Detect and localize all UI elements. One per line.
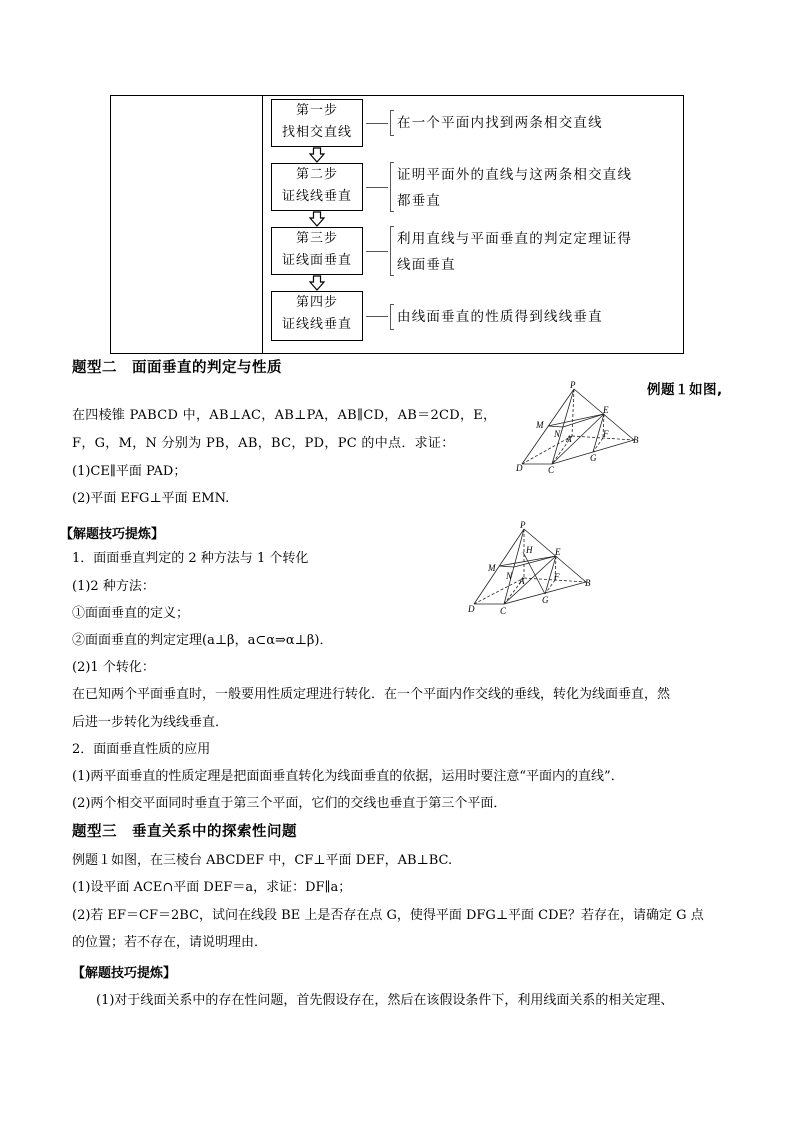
connector-line (366, 187, 388, 188)
vertex-label: C (548, 465, 555, 475)
vertex-label: N (554, 429, 561, 439)
vertex-label: D (468, 604, 475, 614)
tips-line: 2．面面垂直性质的应用 (72, 742, 211, 757)
pyramid-figure-2 (462, 520, 597, 618)
tips-line: (1)两平面垂直的性质定理是把面面垂直转化为线面垂直的依据，运用时要注意“平面内的直线”． (72, 769, 624, 784)
step-desc-2 (397, 162, 632, 214)
problem-line: 的位置；若不存在，请说明理由． (72, 935, 268, 950)
step-desc-3 (397, 226, 632, 278)
pyramid-figure-1 (512, 380, 647, 478)
bracket (390, 226, 394, 276)
tips-line: (1)对于线面关系中的存在性问题，首先假设存在，然后在该假设条件下，利用线面关系的相关定理、 (96, 993, 674, 1008)
tips-line: ②面面垂直的判定定理(a⊥β，a⊂α⇒α⊥β)． (72, 633, 333, 648)
down-arrow-icon (309, 275, 325, 291)
tips-label: 【解题技巧提炼】 (72, 966, 177, 981)
step-title: 第二步 (295, 167, 338, 182)
connector-line (366, 123, 388, 124)
step-desc-line: 由线面垂直的性质得到线线垂直 (397, 309, 603, 325)
step-subtitle: 证线线垂直 (281, 317, 352, 332)
step-subtitle: 证线面垂直 (281, 253, 352, 268)
vertex-label: P (570, 380, 576, 390)
tips-line: ①面面垂直的定义； (72, 606, 190, 621)
step-desc-4 (397, 304, 603, 330)
step-title: 第一步 (295, 103, 338, 118)
tips-label: 【解题技巧提炼】 (60, 527, 165, 542)
step-box-2 (271, 163, 363, 211)
problem-line: (2)若 EF＝CF＝2BC，试问在线段 BE 上是否存在点 G，使得平面 DFG⊥平面 CDE？若存在，请确定 G 点 (72, 908, 704, 923)
vertex-label: M (488, 563, 496, 573)
section-heading: 题型二 面面垂直的判定与性质 (72, 360, 282, 376)
down-arrow-icon (309, 211, 325, 227)
step-box-4 (271, 291, 363, 341)
problem-line: 例题１如图，在三棱台 ABCDEF 中，CF⊥平面 DEF，AB⊥BC. (72, 853, 453, 868)
tips-line: (2)两个相交平面同时垂直于第三个平面，它们的交线也垂直于第三个平面． (72, 796, 507, 811)
problem-line: (1)设平面 ACE∩平面 DEF＝a，求证：DF∥a； (72, 880, 352, 895)
step-box-3 (271, 227, 363, 275)
problem-line: 在四棱锥 PABCD 中，AB⊥AC，AB⊥PA，AB∥CD，AB＝2CD，E， (72, 408, 497, 423)
bracket (390, 162, 394, 212)
vertex-label: E (555, 547, 561, 557)
step-desc-line: 都垂直 (397, 193, 442, 209)
bracket (390, 110, 394, 136)
step-desc-line: 在一个平面内找到两条相交直线 (397, 115, 603, 131)
step-desc-line: 证明平面外的直线与这两条相交直线 (397, 167, 633, 183)
problem-part: (2)平面 EFG⊥平面 EMN. (72, 491, 230, 506)
step-box-1 (271, 99, 363, 147)
example-label: 例题１如图, (647, 382, 723, 398)
vertex-label: H (526, 545, 533, 555)
connector-line (366, 316, 388, 317)
step-title: 第四步 (295, 295, 338, 310)
vertex-label: M (536, 420, 544, 430)
table-divider (262, 95, 263, 354)
step-desc-1 (397, 110, 603, 136)
vertex-label: F (554, 572, 560, 582)
vertex-label: A (519, 576, 525, 586)
vertex-label: F (603, 429, 609, 439)
vertex-label: D (516, 463, 523, 473)
down-arrow-icon (309, 147, 325, 163)
step-subtitle: 证线线垂直 (281, 189, 352, 204)
vertex-label: B (633, 435, 639, 445)
tips-line: 在已知两个平面垂直时，一般要用性质定理进行转化．在一个平面内作交线的垂线，转化为线面垂直，然 (72, 687, 671, 702)
vertex-label: P (520, 520, 526, 530)
connector-line (366, 251, 388, 252)
bracket (390, 304, 394, 330)
step-desc-line: 线面垂直 (397, 257, 456, 273)
tips-line: 后进一步转化为线线垂直． (72, 715, 229, 730)
step-subtitle: 找相交直线 (281, 125, 352, 140)
tips-line: 1．面面垂直判定的 2 种方法与 1 个转化 (72, 551, 309, 566)
problem-line: F，G，M，N 分别为 PB，AB，BC，PD，PC 的中点．求证： (72, 436, 455, 451)
section-heading: 题型三 垂直关系中的探索性问题 (72, 824, 297, 840)
vertex-label: N (506, 571, 513, 581)
tips-line: (2)1 个转化： (72, 660, 155, 675)
vertex-label: E (603, 405, 609, 415)
vertex-label: C (500, 606, 507, 616)
step-desc-line: 利用直线与平面垂直的判定定理证得 (397, 231, 633, 247)
vertex-label: G (590, 453, 597, 463)
tips-line: (1)2 种方法： (72, 579, 155, 594)
vertex-label: A (566, 434, 572, 444)
problem-part: (1)CE∥平面 PAD； (72, 464, 187, 479)
vertex-label: G (542, 595, 549, 605)
vertex-label: B (585, 578, 591, 588)
step-title: 第三步 (295, 231, 338, 246)
